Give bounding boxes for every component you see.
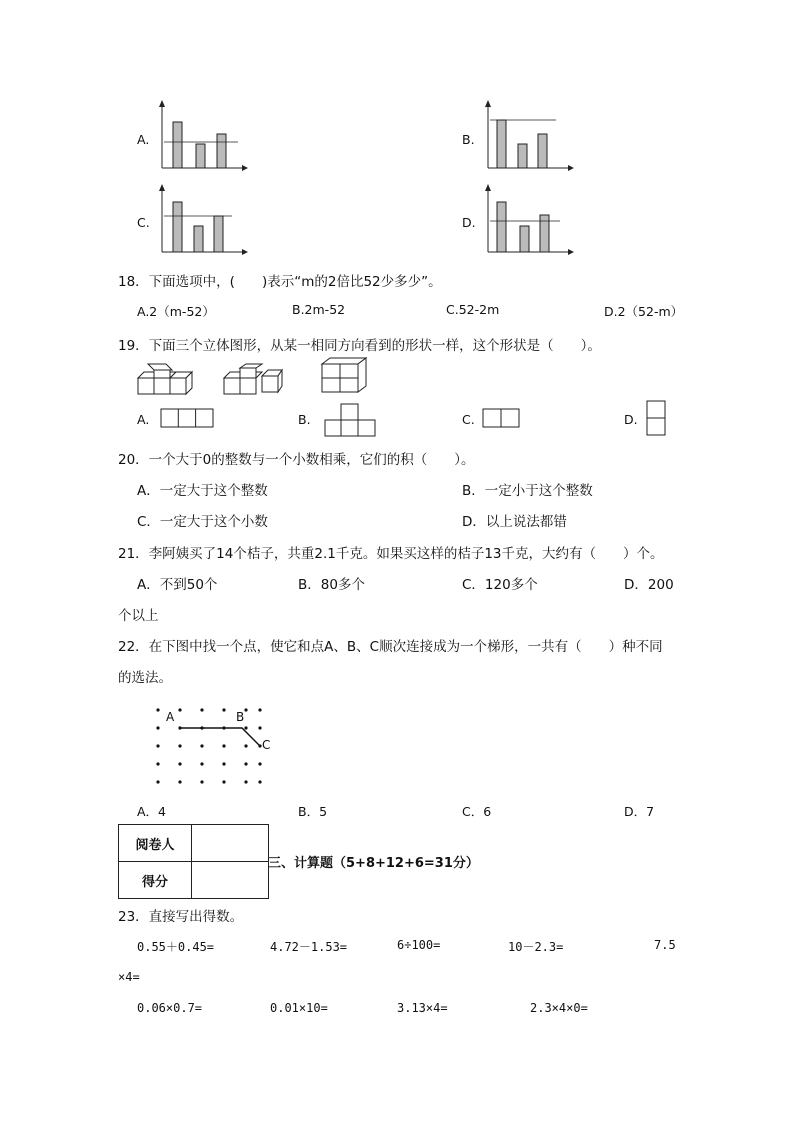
point-a-label: A — [166, 710, 175, 724]
question-21: 21．李阿姨买了14个桔子，共重2.1千克。如果买这样的桔子13千克，大约有（ ）个。 — [118, 546, 664, 562]
q22-option-b[interactable]: B．5 — [298, 804, 328, 819]
q19-option-a[interactable]: A. — [137, 412, 150, 427]
line-abc — [180, 728, 260, 746]
calc-5-wrap: ×4= — [118, 970, 140, 984]
q18-option-a[interactable]: A.2（m-52） — [137, 304, 215, 319]
question-20: 20．一个大于0的整数与一个小数相乘，它们的积（ ）。 — [118, 452, 475, 468]
bar — [217, 134, 226, 168]
bar — [196, 144, 205, 168]
score-box — [118, 824, 269, 899]
section-3-title: 三、计算题（5+8+12+6=31分） — [268, 856, 479, 871]
q19-option-b[interactable]: B. — [298, 412, 311, 427]
x-arrow — [568, 165, 574, 171]
x-arrow — [242, 165, 248, 171]
q22-option-d[interactable]: D．7 — [624, 804, 655, 819]
score-label: 得分 — [119, 862, 192, 899]
q20-option-a[interactable]: A．一定大于这个整数 — [137, 483, 268, 499]
option-a-label: A. — [137, 132, 150, 147]
bar — [194, 226, 203, 252]
q18-option-b[interactable]: B.2m-52 — [292, 302, 346, 317]
calc-8: 3.13×4= — [397, 1001, 448, 1015]
q19-option-c[interactable]: C. — [462, 412, 475, 427]
question-18: 18．下面选项中，( )表示“m的2倍比52少多少”。 — [118, 274, 442, 290]
option-d-label: D. — [462, 215, 476, 230]
solid-figure-2 — [222, 360, 286, 396]
q21-option-d[interactable]: D．200 — [624, 577, 674, 593]
y-arrow — [485, 184, 491, 191]
calc-2: 4.72－1.53= — [270, 940, 348, 954]
q20-option-d[interactable]: D．以上说法都错 — [462, 514, 567, 530]
point-b-label: B — [236, 710, 245, 724]
option-c-bar-chart — [150, 184, 250, 256]
option-c-label: C. — [137, 215, 150, 230]
q22-option-c[interactable]: C．6 — [462, 804, 492, 819]
y-arrow — [159, 100, 165, 107]
y-arrow — [159, 184, 165, 191]
q19-option-a-shape — [160, 408, 216, 430]
bar — [518, 144, 527, 168]
q19-option-d-shape — [646, 400, 668, 438]
q21-option-d-continuation: 个以上 — [118, 608, 159, 624]
calc-3: 6÷100= — [397, 938, 441, 952]
solid-figure-1 — [136, 360, 196, 396]
q18-option-d[interactable]: D.2（52-m） — [604, 304, 684, 319]
bar — [540, 215, 549, 252]
q18-option-c[interactable]: C.52-2m — [446, 302, 500, 317]
bar — [538, 134, 547, 168]
question-19: 19．下面三个立体图形，从某一相同方向看到的形状一样，这个形状是（ ）。 — [118, 338, 601, 354]
score-field[interactable] — [192, 862, 269, 899]
question-22-line1: 22．在下图中找一个点，使它和点A、B、C顺次连接成为一个梯形，一共有（ ）种不同 — [118, 639, 663, 655]
point-c-label: C — [262, 738, 271, 752]
bar — [173, 202, 182, 252]
calc-4: 10－2.3= — [508, 940, 564, 954]
option-d-bar-chart — [476, 184, 576, 256]
calc-6: 0.06×0.7= — [137, 1001, 203, 1015]
x-arrow — [568, 249, 574, 255]
option-a-bar-chart — [150, 100, 250, 172]
solid-figure-3 — [316, 356, 376, 396]
calc-9: 2.3×4×0= — [530, 1001, 588, 1015]
y-arrow — [485, 100, 491, 107]
bar — [173, 122, 182, 168]
bar — [214, 216, 223, 252]
q21-option-a[interactable]: A．不到50个 — [137, 577, 218, 593]
bar — [497, 202, 506, 252]
q22-option-a[interactable]: A．4 — [137, 804, 167, 819]
calc-1: 0.55＋0.45= — [137, 940, 215, 954]
q21-option-b[interactable]: B．80多个 — [298, 577, 365, 593]
q19-option-d[interactable]: D. — [624, 412, 638, 427]
reviewer-label: 阅卷人 — [119, 825, 192, 862]
bar — [520, 226, 529, 252]
bar — [497, 120, 506, 168]
q21-option-c[interactable]: C．120多个 — [462, 577, 538, 593]
q20-option-c[interactable]: C．一定大于这个小数 — [137, 514, 268, 530]
option-b-bar-chart — [476, 100, 576, 172]
question-22-line2: 的选法。 — [118, 670, 172, 686]
calc-7: 0.01×10= — [270, 1001, 328, 1015]
q20-option-b[interactable]: B．一定小于这个整数 — [462, 483, 593, 499]
q19-option-c-shape — [482, 408, 522, 430]
reviewer-field[interactable] — [192, 825, 269, 862]
q19-option-b-shape — [324, 403, 378, 439]
calc-5: 7.5 — [654, 938, 676, 952]
x-arrow — [242, 249, 248, 255]
option-b-label: B. — [462, 132, 475, 147]
question-23: 23．直接写出得数。 — [118, 909, 244, 925]
